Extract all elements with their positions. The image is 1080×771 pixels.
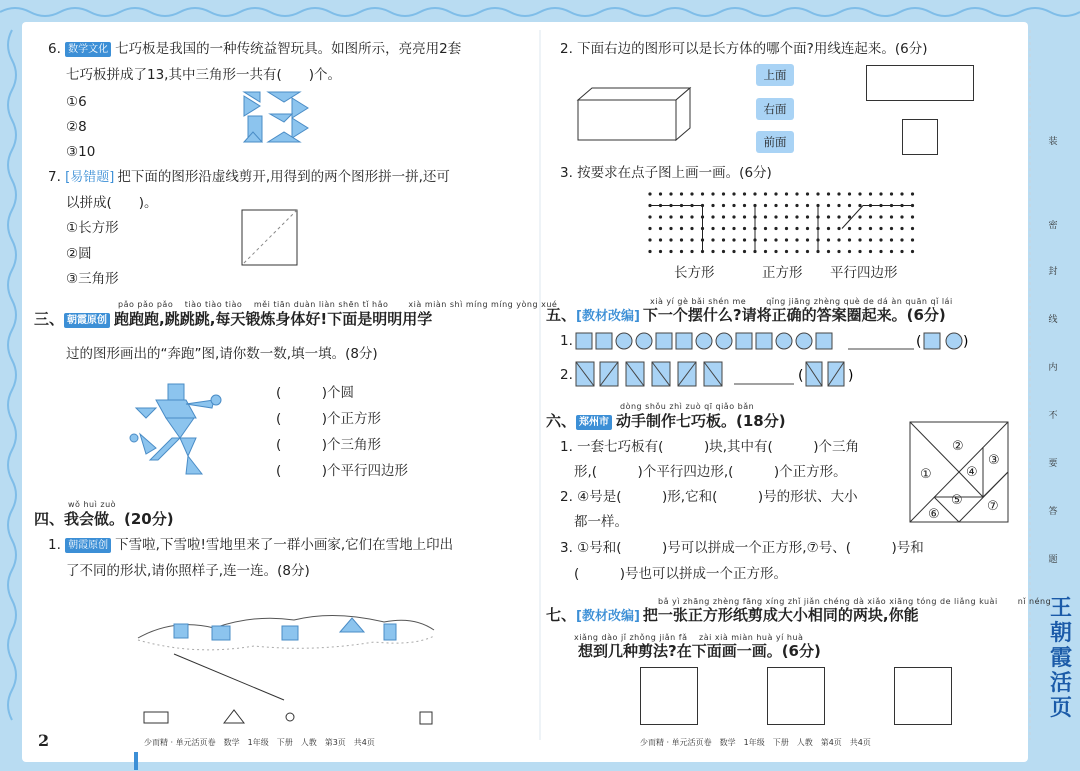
s4-title: 四、我会做。(20分) <box>34 510 174 528</box>
q7-question: 7. [易错题] 把下面的图形沿虚线剪开,用得到的两个图形拼一拼,还可 <box>48 169 450 185</box>
grid-dot[interactable] <box>869 227 872 230</box>
s7-tag: [教材改编] <box>576 609 640 624</box>
grid-dot[interactable] <box>848 192 851 195</box>
grid-dot[interactable] <box>848 238 851 241</box>
q7-option-2: ②圆 <box>66 246 92 262</box>
page-number: 2 <box>38 731 50 750</box>
grid-dot[interactable] <box>827 238 830 241</box>
binding-char-3: 封 <box>1048 267 1058 277</box>
s4-pinyin: wǒ huì zuò <box>68 500 117 509</box>
grid-dot[interactable] <box>732 204 735 207</box>
s3-title: 三、 朝霞原创 跑跑跑,跳跳跳,每天锻炼身体好!下面是明明用学 <box>34 310 433 328</box>
grid-dot[interactable] <box>795 250 798 253</box>
q6-tag: 数学文化 <box>65 42 111 57</box>
grid-dot[interactable] <box>848 215 851 218</box>
grid-dot[interactable] <box>900 192 903 195</box>
grid-dot[interactable] <box>869 215 872 218</box>
s7-title: 七、[教材改编] 把一张正方形纸剪成大小相同的两块,你能 <box>546 606 919 624</box>
s7-pinyin-1: bǎ yì zhāng zhèng fāng xíng zhǐ jiǎn chéng dà xiǎo xiāng tóng de liǎng kuài nǐ néng <box>658 597 1052 606</box>
grid-dot[interactable] <box>785 215 788 218</box>
grid-dot[interactable] <box>879 250 882 253</box>
grid-dot[interactable] <box>680 238 683 241</box>
grid-dot[interactable] <box>659 238 662 241</box>
s4-q1-tag: 朝霞原创 <box>65 538 111 553</box>
grid-dot[interactable] <box>711 215 714 218</box>
grid-dot[interactable] <box>690 192 693 195</box>
grid-dot[interactable] <box>858 250 861 253</box>
grid-dot[interactable] <box>806 215 809 218</box>
tangram-label-6: ⑥ <box>928 507 940 522</box>
binding-char-9: 题 <box>1048 555 1058 565</box>
grid-dot[interactable] <box>827 192 830 195</box>
s6-q3a: 3. ①号和( )号可以拼成一个正方形,⑦号、( )号和 <box>560 540 924 556</box>
grid-dot[interactable] <box>837 204 840 207</box>
grid-dot[interactable] <box>785 204 788 207</box>
s6-q2b: 都一样。 <box>574 514 628 530</box>
grid-dot[interactable] <box>890 238 893 241</box>
grid-dot[interactable] <box>680 250 683 253</box>
grid-dot[interactable] <box>774 250 777 253</box>
grid-dot[interactable] <box>900 238 903 241</box>
grid-dot[interactable] <box>827 227 830 230</box>
grid-dot[interactable] <box>690 238 693 241</box>
grid-dot[interactable] <box>848 227 851 230</box>
binding-char-2: 密 <box>1048 221 1058 231</box>
grid-dot[interactable] <box>722 227 725 230</box>
grid-dot[interactable] <box>869 192 872 195</box>
face-right[interactable]: 右面 <box>756 98 794 120</box>
cut-square-3[interactable] <box>894 667 952 725</box>
grid-dot[interactable] <box>711 204 714 207</box>
cuboid-figure <box>574 86 694 144</box>
s3-answer-squares[interactable]: ( )个正方形 <box>276 411 382 427</box>
grid-dot[interactable] <box>911 250 914 253</box>
grid-dot[interactable] <box>785 192 788 195</box>
tangram-13-figure <box>240 88 314 146</box>
grid-dot[interactable] <box>774 227 777 230</box>
brand-logo: 王 朝 霞 活 页 <box>1049 595 1072 721</box>
grid-dot[interactable] <box>827 215 830 218</box>
grid-dot[interactable] <box>785 227 788 230</box>
q7-option-1: ①长方形 <box>66 220 119 236</box>
grid-dot[interactable] <box>806 227 809 230</box>
grid-dot[interactable] <box>764 238 767 241</box>
grid-dot[interactable] <box>764 192 767 195</box>
grid-dot[interactable] <box>806 250 809 253</box>
r-q2: 2. 下面右边的图形可以是长方体的哪个面?用线连起来。(6分) <box>560 41 928 57</box>
dot-label-square: 正方形 <box>762 265 803 281</box>
binding-char-1: 装 <box>1048 137 1058 147</box>
grid-dot[interactable] <box>890 192 893 195</box>
snow-painters-scene <box>134 606 440 726</box>
cut-square-figure <box>240 208 300 268</box>
s3-pinyin: pǎo pǎo pǎo tiào tiào tiào měi tiān duàn liàn shēn tǐ hǎo xià miàn shì míng míng yòng xué <box>118 300 558 309</box>
grid-dot[interactable] <box>753 192 756 195</box>
grid-dot[interactable] <box>911 227 914 230</box>
grid-dot[interactable] <box>711 192 714 195</box>
footer-marker <box>134 752 138 770</box>
grid-dot[interactable] <box>806 192 809 195</box>
s7-line2: 想到几种剪法?在下面画一画。(6分) <box>578 642 821 660</box>
grid-dot[interactable] <box>806 238 809 241</box>
grid-dot[interactable] <box>659 192 662 195</box>
grid-dot[interactable] <box>911 238 914 241</box>
s4-q1-line2: 了不同的形状,请你照样子,连一连。(8分) <box>66 563 310 579</box>
grid-dot[interactable] <box>669 227 672 230</box>
s3-line2: 过的图形画出的“奔跑”图,请你数一数,填一填。(8分) <box>66 346 378 362</box>
grid-dot[interactable] <box>816 192 819 195</box>
grid-dot[interactable] <box>900 215 903 218</box>
s5-row1-label: 1. <box>560 333 573 349</box>
grid-dot[interactable] <box>827 250 830 253</box>
tangram-label-2: ② <box>952 439 964 454</box>
s6-pinyin: dòng shǒu zhì zuò qī qiǎo bǎn <box>620 402 755 411</box>
q6-option-1: ①6 <box>66 94 87 110</box>
grid-dot[interactable] <box>743 250 746 253</box>
grid-dot[interactable] <box>795 215 798 218</box>
grid-dot[interactable] <box>879 215 882 218</box>
q7-line2: 以拼成( )。 <box>66 195 158 211</box>
tangram-label-1: ① <box>920 467 932 482</box>
tangram-label-3: ③ <box>988 453 1000 468</box>
q6-line2: 七巧板拼成了13,其中三角形一共有( )个。 <box>66 67 342 83</box>
grid-dot[interactable] <box>890 227 893 230</box>
grid-dot[interactable] <box>795 238 798 241</box>
q6-option-2: ②8 <box>66 119 87 135</box>
s5-row2-label: 2. <box>560 367 573 383</box>
s5-row2-sequence <box>574 360 864 388</box>
grid-dot[interactable] <box>764 204 767 207</box>
binding-char-8: 答 <box>1048 507 1058 517</box>
grid-dot[interactable] <box>774 238 777 241</box>
s6-q1a: 1. 一套七巧板有( )块,其中有( )个三角 <box>560 439 860 455</box>
grid-dot[interactable] <box>648 227 651 230</box>
s5-pinyin: xià yí gè bǎi shén me qǐng jiāng zhèng què de dá àn quān qǐ lái <box>650 297 953 306</box>
grid-dot[interactable] <box>785 250 788 253</box>
q6-option-3: ③10 <box>66 144 96 160</box>
grid-dot[interactable] <box>848 250 851 253</box>
grid-dot[interactable] <box>837 250 840 253</box>
grid-dot[interactable] <box>911 192 914 195</box>
svg-text:): ) <box>848 368 854 384</box>
left-footer: 少而精 · 单元活页卷 数学 1年级 下册 人教 第3页 共4页 <box>144 738 375 747</box>
grid-dot[interactable] <box>764 215 767 218</box>
s5-row1-sequence <box>574 330 970 352</box>
grid-dot[interactable] <box>659 215 662 218</box>
grid-dot[interactable] <box>711 238 714 241</box>
grid-dot[interactable] <box>858 192 861 195</box>
s4-q1: 1. 朝霞原创 下雪啦,下雪啦!雪地里来了一群小画家,它们在雪地上印出 <box>48 537 454 553</box>
grid-dot[interactable] <box>890 215 893 218</box>
grid-dot[interactable] <box>858 204 861 207</box>
grid-dot[interactable] <box>711 227 714 230</box>
grid-dot[interactable] <box>795 204 798 207</box>
svg-text:): ) <box>963 334 969 350</box>
grid-dot[interactable] <box>701 192 704 195</box>
s5-title: 五、[教材改编] 下一个摆什么?请将正确的答案圈起来。(6分) <box>546 306 946 324</box>
dot-label-parallelogram: 平行四边形 <box>830 265 898 281</box>
grid-dot[interactable] <box>764 227 767 230</box>
grid-dot[interactable] <box>743 238 746 241</box>
grid-dot[interactable] <box>858 238 861 241</box>
binding-char-4: 线 <box>1048 315 1058 325</box>
grid-dot[interactable] <box>732 192 735 195</box>
grid-dot[interactable] <box>806 204 809 207</box>
s3-answer-triangles[interactable]: ( )个三角形 <box>276 437 382 453</box>
face-top[interactable]: 上面 <box>756 64 794 86</box>
s6-tag: 郑州市 <box>576 415 612 430</box>
grid-dot[interactable] <box>911 215 914 218</box>
rect-face-shape[interactable] <box>866 65 974 101</box>
tangram-label-5: ⑤ <box>951 493 963 508</box>
grid-dot[interactable] <box>648 192 651 195</box>
grid-dot[interactable] <box>879 192 882 195</box>
grid-dot[interactable] <box>722 192 725 195</box>
grid-dot[interactable] <box>827 204 830 207</box>
grid-dot[interactable] <box>848 204 851 207</box>
grid-dot[interactable] <box>879 227 882 230</box>
cut-square-2[interactable] <box>767 667 825 725</box>
grid-dot[interactable] <box>795 227 798 230</box>
grid-dot[interactable] <box>669 192 672 195</box>
right-footer: 少而精 · 单元活页卷 数学 1年级 下册 人教 第4页 共4页 <box>640 738 871 747</box>
grid-dot[interactable] <box>900 227 903 230</box>
running-figure <box>126 378 226 483</box>
grid-dot[interactable] <box>869 238 872 241</box>
grid-dot[interactable] <box>858 215 861 218</box>
grid-dot[interactable] <box>900 250 903 253</box>
grid-dot[interactable] <box>743 192 746 195</box>
grid-dot[interactable] <box>690 227 693 230</box>
tangram-square <box>908 420 1010 524</box>
grid-dot[interactable] <box>774 204 777 207</box>
grid-dot[interactable] <box>837 215 840 218</box>
grid-dot[interactable] <box>774 192 777 195</box>
dot-label-rect: 长方形 <box>674 265 715 281</box>
svg-text:(: ( <box>916 334 922 350</box>
grid-dot[interactable] <box>722 204 725 207</box>
grid-dot[interactable] <box>648 250 651 253</box>
grid-dot[interactable] <box>743 204 746 207</box>
grid-dot[interactable] <box>669 238 672 241</box>
grid-dot[interactable] <box>869 250 872 253</box>
q7-option-3: ③三角形 <box>66 271 119 287</box>
grid-dot[interactable] <box>837 227 840 230</box>
grid-dot[interactable] <box>669 250 672 253</box>
s6-q3b: ( )号也可以拼成一个正方形。 <box>574 566 788 582</box>
grid-dot[interactable] <box>690 215 693 218</box>
grid-dot[interactable] <box>785 238 788 241</box>
grid-dot[interactable] <box>743 215 746 218</box>
grid-dot[interactable] <box>795 192 798 195</box>
grid-dot[interactable] <box>680 215 683 218</box>
grid-dot[interactable] <box>837 238 840 241</box>
s3-answer-circles[interactable]: ( )个圆 <box>276 385 355 401</box>
r-q3: 3. 按要求在点子图上画一画。(6分) <box>560 165 772 181</box>
grid-dot[interactable] <box>722 250 725 253</box>
s6-title: 六、 郑州市 动手制作七巧板。(18分) <box>546 412 786 430</box>
binding-char-7: 要 <box>1048 459 1058 469</box>
grid-dot[interactable] <box>743 227 746 230</box>
grid-dot[interactable] <box>722 215 725 218</box>
grid-dot[interactable] <box>659 227 662 230</box>
s6-q1b: 形,( )个平行四边形,( )个正方形。 <box>574 464 847 480</box>
grid-dot[interactable] <box>764 250 767 253</box>
grid-dot[interactable] <box>879 238 882 241</box>
s7-pinyin-2: xiǎng dào jǐ zhǒng jiǎn fǎ zài xià miàn huà yí huà <box>574 633 804 642</box>
s5-tag: [教材改编] <box>576 309 640 324</box>
grid-dot[interactable] <box>690 250 693 253</box>
grid-dot[interactable] <box>648 238 651 241</box>
binding-char-5: 内 <box>1048 363 1058 373</box>
grid-dot[interactable] <box>890 250 893 253</box>
tangram-label-4: ④ <box>966 465 978 480</box>
face-front[interactable]: 前面 <box>756 131 794 153</box>
grid-dot[interactable] <box>858 227 861 230</box>
grid-dot[interactable] <box>732 215 735 218</box>
s3-tag: 朝霞原创 <box>64 313 110 328</box>
grid-dot[interactable] <box>732 227 735 230</box>
grid-dot[interactable] <box>680 227 683 230</box>
q6-question: 6. 数学文化 七巧板是我国的一种传统益智玩具。如图所示，亮亮用2套 <box>48 41 462 57</box>
grid-dot[interactable] <box>722 238 725 241</box>
grid-dot[interactable] <box>711 250 714 253</box>
grid-dot[interactable] <box>659 250 662 253</box>
dot-grid[interactable] <box>646 190 918 256</box>
s6-q2a: 2. ④号是( )形,它和( )号的形状、大小 <box>560 489 858 505</box>
grid-dot[interactable] <box>774 215 777 218</box>
svg-text:(: ( <box>798 368 804 384</box>
grid-dot[interactable] <box>732 250 735 253</box>
grid-dot[interactable] <box>648 215 651 218</box>
grid-dot[interactable] <box>680 192 683 195</box>
cut-square-1[interactable] <box>640 667 698 725</box>
square-face-shape[interactable] <box>902 119 938 155</box>
q7-tag: [易错题] <box>65 170 115 185</box>
grid-dot[interactable] <box>669 215 672 218</box>
s3-answer-parallelograms[interactable]: ( )个平行四边形 <box>276 463 409 479</box>
tangram-label-7: ⑦ <box>987 499 999 514</box>
grid-dot[interactable] <box>732 238 735 241</box>
binding-char-6: 不 <box>1048 411 1058 421</box>
grid-dot[interactable] <box>837 192 840 195</box>
